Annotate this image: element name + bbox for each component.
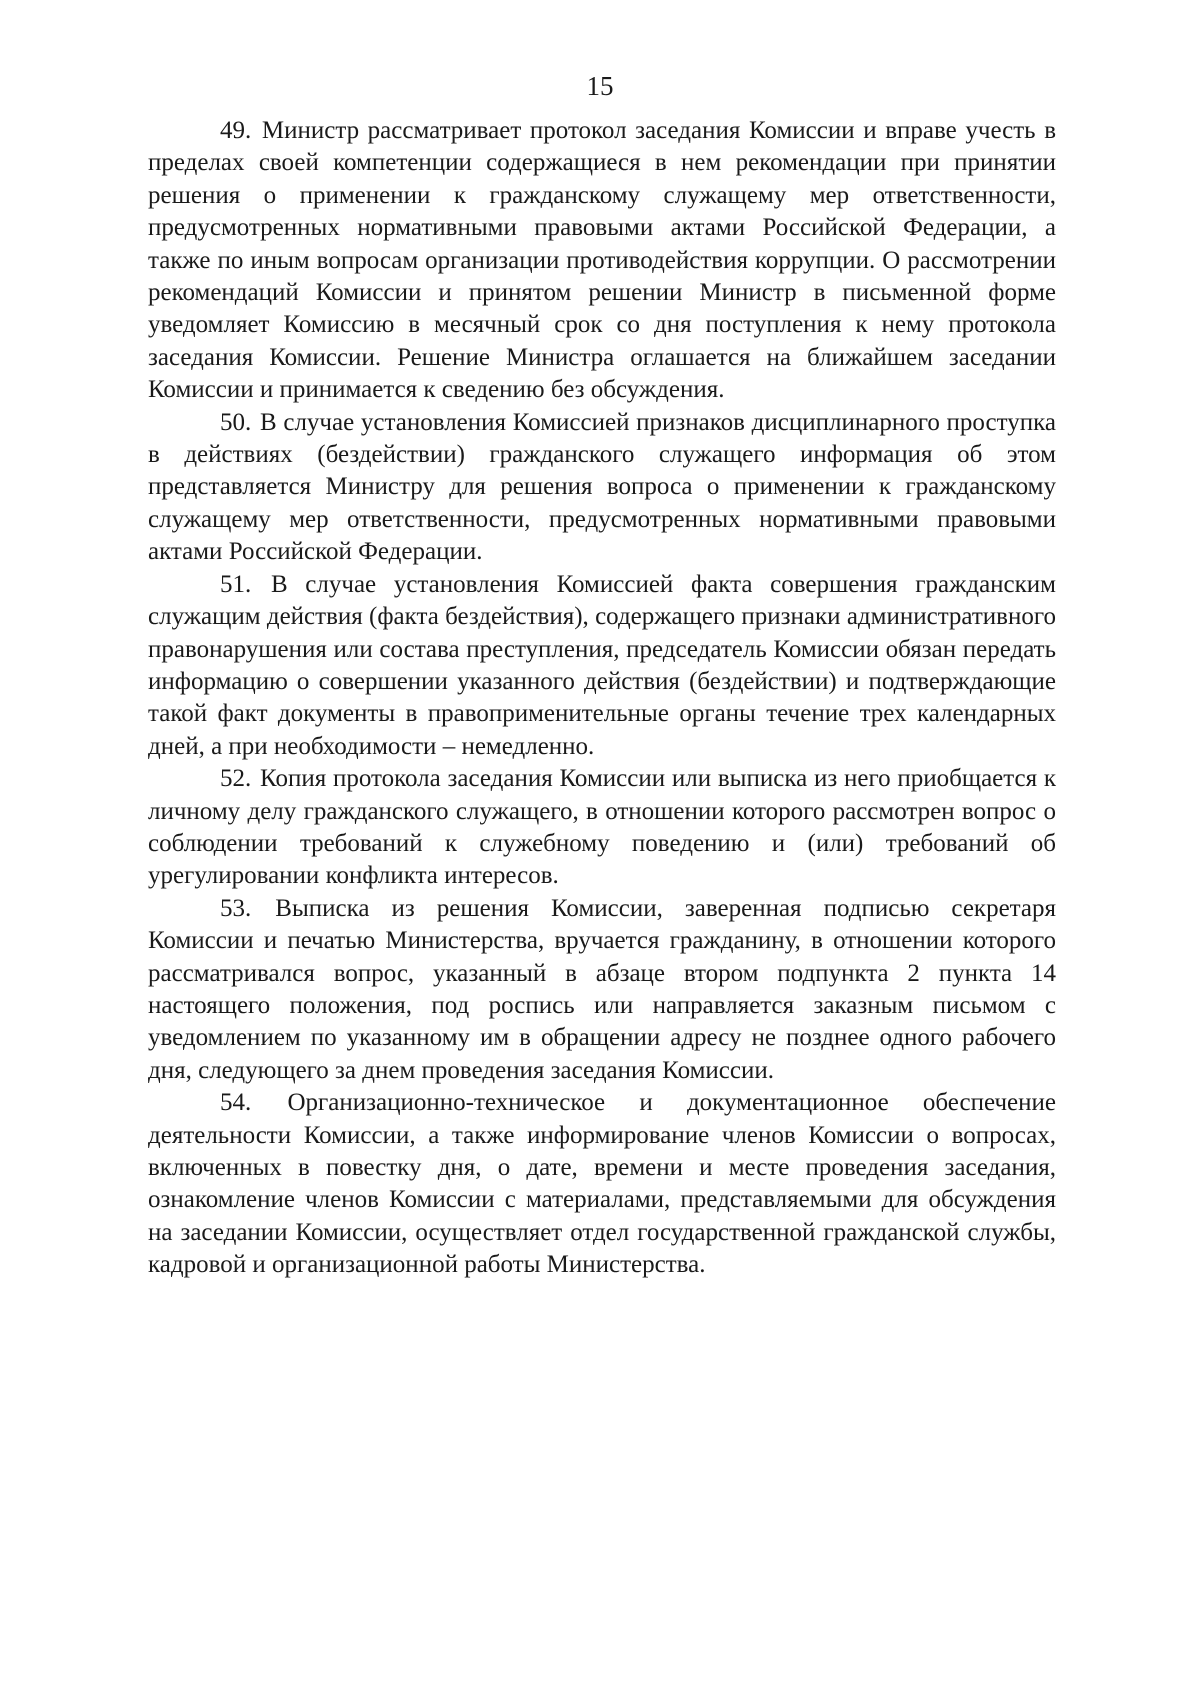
paragraph-52 bbox=[148, 763, 1056, 893]
paragraph-text: Организационно-техническое и документационное обеспечение деятельности Комиссии, а также информирование членов Комиссии о вопросах, включенных в повестку дня, о дате, времени и месте проведения заседания, ознакомление членов Комиссии с материалами, представляемыми для обсуждения на заседании Комиссии, осуществляет отдел государственной гражданской службы, кадровой и организационной работы Министерства. bbox=[148, 1089, 1056, 1279]
paragraph-number: 49. bbox=[220, 117, 252, 144]
document-body bbox=[148, 115, 1056, 1282]
paragraph-49 bbox=[148, 115, 1056, 407]
paragraph-text: В случае установления Комиссией признаков дисциплинарного проступка в действиях (бездействии) гражданского служащего информация об этом представляется Министру для решения вопроса о применении к гражданскому служащему мер ответственности, предусмотренных нормативными правовыми актами Российской Федерации. bbox=[148, 408, 1056, 566]
paragraph-text: В случае установления Комиссией факта совершения гражданским служащим действия (факта бездействия), содержащего признаки административного правонарушения или состава преступления, председатель Комиссии обязан передать информацию о совершении указанного действия (бездействии) и подтверждающие такой факт документы в правоприменительные органы течение трех календарных дней, а при необходимости – немедленно. bbox=[148, 570, 1057, 760]
paragraph-54 bbox=[148, 1087, 1056, 1281]
paragraph-number: 52. bbox=[220, 765, 252, 793]
paragraph-number: 54. bbox=[220, 1089, 252, 1117]
paragraph-number: 51. bbox=[220, 570, 252, 598]
paragraph-text: Выписка из решения Комиссии, заверенная подписью секретаря Комиссии и печатью Министерства, вручается гражданину, в отношении которого рассматривался вопрос, указанный в абзаце втором подпункта 2 пункта 14 настоящего положения, под роспись или направляется заказным письмом с уведомлением по указанному им в обращении адресу не позднее одного рабочего дня, следующего за днем проведения заседания Комиссии. bbox=[148, 894, 1056, 1084]
paragraph-number: 50. bbox=[220, 408, 252, 436]
paragraph-53 bbox=[148, 893, 1056, 1087]
paragraph-text: Министр рассматривает протокол заседания Комиссии и вправе учесть в пределах своей компетенции содержащиеся в нем рекомендации при принятии решения о применении к гражданскому служащему мер ответственности, предусмотренных нормативными правовыми актами Российской Федерации, а также по иным вопросам организации противодействия коррупции. О рассмотрении рекомендаций Комиссии и принятом решении Министр в письменной форме уведомляет Комиссию в месячный срок со дня поступления к нему протокола заседания Комиссии. Решение Министра оглашается на ближайшем заседании Комиссии и принимается к сведению без обсуждения. bbox=[148, 117, 1057, 404]
paragraph-50 bbox=[148, 407, 1056, 569]
paragraph-51 bbox=[148, 569, 1056, 763]
paragraph-number: 53. bbox=[220, 894, 252, 922]
page-number: 15 bbox=[586, 71, 614, 101]
paragraph-text: Копия протокола заседания Комиссии или выписка из него приобщается к личному делу гражданского служащего, в отношении которого рассмотрен вопрос о соблюдении требований к служебному поведению и (или) требований об урегулировании конфликта интересов. bbox=[148, 765, 1057, 890]
